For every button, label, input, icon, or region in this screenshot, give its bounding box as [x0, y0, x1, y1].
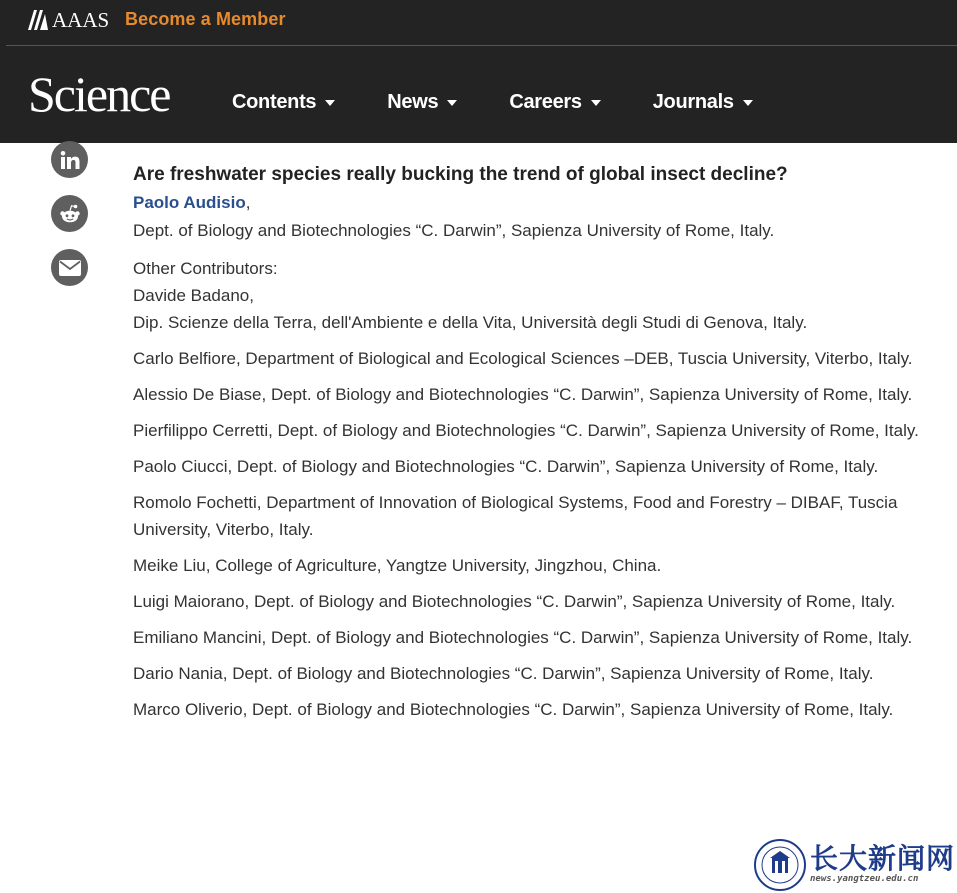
contributor-item: Marco Oliverio, Dept. of Biology and Biotechnologies “C. Darwin”, Sapienza University of Rome, Italy. — [133, 700, 894, 719]
news-watermark — [754, 836, 957, 893]
contributor-item: Romolo Fochetti, Department of Innovation of Biological Systems, Food and Forestry – DIBAF, Tuscia University, Viterbo, Italy. — [133, 493, 898, 539]
chevron-down-icon — [743, 100, 753, 106]
chevron-down-icon — [325, 100, 335, 106]
share-linkedin-button[interactable] — [51, 141, 88, 178]
nav-news[interactable] — [387, 91, 457, 114]
author-line — [133, 189, 933, 217]
science-logo[interactable]: Science — [28, 66, 170, 122]
nav-label: Careers — [509, 91, 582, 113]
become-member-link[interactable]: Become a Member — [125, 9, 286, 29]
contributor-item: Carlo Belfiore, Department of Biological and Ecological Sciences –DEB, Tuscia University, Viterbo, Italy. — [133, 349, 913, 368]
contributor-item: Dario Nania, Dept. of Biology and Biotechnologies “C. Darwin”, Sapienza University of Rome, Italy. — [133, 664, 874, 683]
aaas-logo[interactable] — [28, 9, 109, 31]
site-header — [0, 0, 957, 143]
nav-label: News — [387, 91, 439, 113]
nav-label: Journals — [652, 91, 734, 113]
watermark-cn: 长大新闻网 — [810, 843, 956, 874]
nav-careers[interactable] — [509, 91, 600, 114]
contributor-item: Luigi Maiorano, Dept. of Biology and Biotechnologies “C. Darwin”, Sapienza University of Rome, Italy. — [133, 592, 896, 611]
linkedin-icon — [60, 151, 80, 169]
university-seal-icon — [754, 839, 806, 891]
contributor-item: Alessio De Biase, Dept. of Biology and Biotechnologies “C. Darwin”, Sapienza University of Rome, Italy. — [133, 385, 913, 404]
author-affiliation: Dept. of Biology and Biotechnologies “C. Darwin”, Sapienza University of Rome, Italy. — [133, 221, 775, 240]
contributor-affiliation: Dip. Scienze della Terra, dell'Ambiente e della Vita, Università degli Studi di Genova, Italy. — [133, 313, 808, 332]
main-nav — [232, 91, 805, 114]
share-email-button[interactable] — [51, 249, 88, 286]
article-content — [133, 161, 933, 732]
nav-contents[interactable] — [232, 91, 335, 114]
letter-title: Are freshwater species really bucking the trend of global insect decline? — [133, 164, 788, 185]
email-icon — [59, 260, 81, 276]
contributor-item: Emiliano Mancini, Dept. of Biology and Biotechnologies “C. Darwin”, Sapienza University of Rome, Italy. — [133, 628, 913, 647]
top-bar-divider — [6, 45, 957, 46]
chevron-down-icon — [447, 100, 457, 106]
share-rail — [51, 141, 88, 303]
author-separator: , — [245, 193, 251, 212]
contributor-item: Paolo Ciucci, Dept. of Biology and Biotechnologies “C. Darwin”, Sapienza University of Rome, Italy. — [133, 457, 879, 476]
aaas-mark-icon — [28, 10, 48, 30]
reddit-icon — [59, 204, 81, 224]
author-link[interactable]: Paolo Audisio — [133, 193, 246, 212]
share-reddit-button[interactable] — [51, 195, 88, 232]
contributor-item — [133, 282, 933, 336]
nav-label: Contents — [232, 91, 317, 113]
contributor-name: Davide Badano, — [133, 286, 254, 305]
other-contributors-label: Other Contributors: — [133, 259, 278, 278]
chevron-down-icon — [591, 100, 601, 106]
contributor-item: Pierfilippo Cerretti, Dept. of Biology and Biotechnologies “C. Darwin”, Sapienza University of Rome, Italy. — [133, 421, 919, 440]
contributor-item: Meike Liu, College of Agriculture, Yangtze University, Jingzhou, China. — [133, 556, 662, 575]
top-bar — [0, 0, 957, 45]
aaas-text: AAAS — [52, 7, 110, 32]
contributors-list — [133, 345, 933, 723]
watermark-url: news.yangtzeu.edu.cn — [810, 874, 919, 884]
watermark-text — [810, 844, 955, 885]
nav-journals[interactable] — [653, 91, 753, 114]
